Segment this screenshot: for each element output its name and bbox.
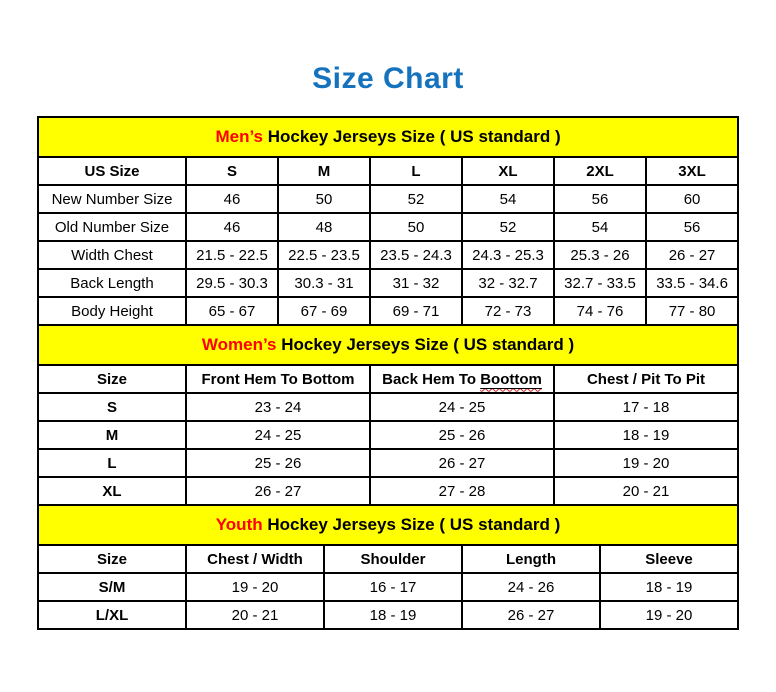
spellcheck-squiggle [480, 371, 542, 388]
row-label: XL [38, 477, 186, 505]
mens-row-new-number-size [38, 185, 738, 213]
youth-banner-text: Hockey Jerseys Size ( US standard ) [262, 515, 561, 534]
womens-col-header-chest: Chest / Pit To Pit [554, 365, 738, 393]
table-cell: 65 - 67 [186, 297, 278, 325]
mens-col-header-xl: XL [462, 157, 554, 185]
mens-banner-highlight: Men’s [215, 127, 263, 146]
row-label: Body Height [38, 297, 186, 325]
back-hem-prefix: Back Hem To [382, 370, 481, 388]
row-label: Back Length [38, 269, 186, 297]
table-cell: 25.3 - 26 [554, 241, 646, 269]
mens-col-header-us-size: US Size [38, 157, 186, 185]
womens-size-table [37, 324, 739, 506]
table-cell: 19 - 20 [600, 601, 738, 629]
youth-banner [38, 505, 738, 545]
row-label: L/XL [38, 601, 186, 629]
mens-col-header-2xl: 2XL [554, 157, 646, 185]
table-cell: 54 [554, 213, 646, 241]
mens-col-header-l: L [370, 157, 462, 185]
row-label: S/M [38, 573, 186, 601]
youth-size-table [37, 504, 739, 630]
table-cell: 56 [646, 213, 738, 241]
mens-banner [38, 117, 738, 157]
mens-col-header-s: S [186, 157, 278, 185]
table-cell: 60 [646, 185, 738, 213]
womens-col-header-size: Size [38, 365, 186, 393]
mens-size-table [37, 116, 739, 326]
mens-row-body-height [38, 297, 738, 325]
table-cell: 72 - 73 [462, 297, 554, 325]
womens-banner-text: Hockey Jerseys Size ( US standard ) [276, 335, 575, 354]
page-title: Size Chart [312, 62, 464, 95]
womens-banner-highlight: Women’s [201, 335, 277, 354]
table-cell: 24 - 25 [370, 393, 554, 421]
row-label: New Number Size [38, 185, 186, 213]
table-cell: 67 - 69 [278, 297, 370, 325]
table-cell: 16 - 17 [324, 573, 462, 601]
table-cell: 30.3 - 31 [278, 269, 370, 297]
mens-banner-text: Hockey Jerseys Size ( US standard ) [263, 127, 561, 146]
table-cell: 26 - 27 [186, 477, 370, 505]
table-cell: 19 - 20 [186, 573, 324, 601]
table-cell: 24 - 26 [462, 573, 600, 601]
table-cell: 20 - 21 [554, 477, 738, 505]
youth-row-lxl [38, 601, 738, 629]
youth-col-header-sleeve: Sleeve [600, 545, 738, 573]
table-cell: 52 [370, 185, 462, 213]
youth-row-sm [38, 573, 738, 601]
womens-banner-cell [38, 325, 738, 365]
table-cell: 20 - 21 [186, 601, 324, 629]
womens-row-xl [38, 477, 738, 505]
womens-row-l [38, 449, 738, 477]
mens-banner-cell [38, 117, 738, 157]
table-cell: 48 [278, 213, 370, 241]
womens-banner [38, 325, 738, 365]
mens-row-back-length [38, 269, 738, 297]
table-cell: 18 - 19 [324, 601, 462, 629]
table-cell: 19 - 20 [554, 449, 738, 477]
youth-col-header-chest-width: Chest / Width [186, 545, 324, 573]
womens-header-row [38, 365, 738, 393]
table-cell: 26 - 27 [370, 449, 554, 477]
table-cell: 23.5 - 24.3 [370, 241, 462, 269]
row-label: Old Number Size [38, 213, 186, 241]
table-cell: 29.5 - 30.3 [186, 269, 278, 297]
table-cell: 25 - 26 [370, 421, 554, 449]
row-label: Width Chest [38, 241, 186, 269]
table-cell: 69 - 71 [370, 297, 462, 325]
table-cell: 31 - 32 [370, 269, 462, 297]
womens-col-header-back-hem [370, 365, 554, 393]
womens-row-s [38, 393, 738, 421]
table-cell: 50 [278, 185, 370, 213]
youth-banner-cell [38, 505, 738, 545]
table-cell: 50 [370, 213, 462, 241]
misspelled-word: Boottom [480, 370, 542, 388]
table-cell: 25 - 26 [186, 449, 370, 477]
table-cell: 24 - 25 [186, 421, 370, 449]
table-cell: 18 - 19 [554, 421, 738, 449]
table-cell: 74 - 76 [554, 297, 646, 325]
table-cell: 77 - 80 [646, 297, 738, 325]
mens-col-header-3xl: 3XL [646, 157, 738, 185]
mens-col-header-m: M [278, 157, 370, 185]
mens-header-row [38, 157, 738, 185]
table-cell: 27 - 28 [370, 477, 554, 505]
table-cell: 26 - 27 [462, 601, 600, 629]
table-cell: 46 [186, 185, 278, 213]
table-cell: 24.3 - 25.3 [462, 241, 554, 269]
womens-row-m [38, 421, 738, 449]
table-cell: 32 - 32.7 [462, 269, 554, 297]
table-cell: 23 - 24 [186, 393, 370, 421]
youth-col-header-shoulder: Shoulder [324, 545, 462, 573]
row-label: M [38, 421, 186, 449]
table-cell: 33.5 - 34.6 [646, 269, 738, 297]
youth-col-header-length: Length [462, 545, 600, 573]
mens-row-old-number-size [38, 213, 738, 241]
womens-col-header-front-hem: Front Hem To Bottom [186, 365, 370, 393]
table-cell: 32.7 - 33.5 [554, 269, 646, 297]
row-label: L [38, 449, 186, 477]
mens-row-width-chest [38, 241, 738, 269]
table-cell: 52 [462, 213, 554, 241]
table-cell: 26 - 27 [646, 241, 738, 269]
youth-header-row [38, 545, 738, 573]
table-cell: 17 - 18 [554, 393, 738, 421]
table-cell: 54 [462, 185, 554, 213]
youth-col-header-size: Size [38, 545, 186, 573]
table-cell: 56 [554, 185, 646, 213]
table-cell: 21.5 - 22.5 [186, 241, 278, 269]
youth-banner-highlight: Youth [215, 515, 263, 534]
table-cell: 18 - 19 [600, 573, 738, 601]
row-label: S [38, 393, 186, 421]
table-cell: 46 [186, 213, 278, 241]
table-cell: 22.5 - 23.5 [278, 241, 370, 269]
